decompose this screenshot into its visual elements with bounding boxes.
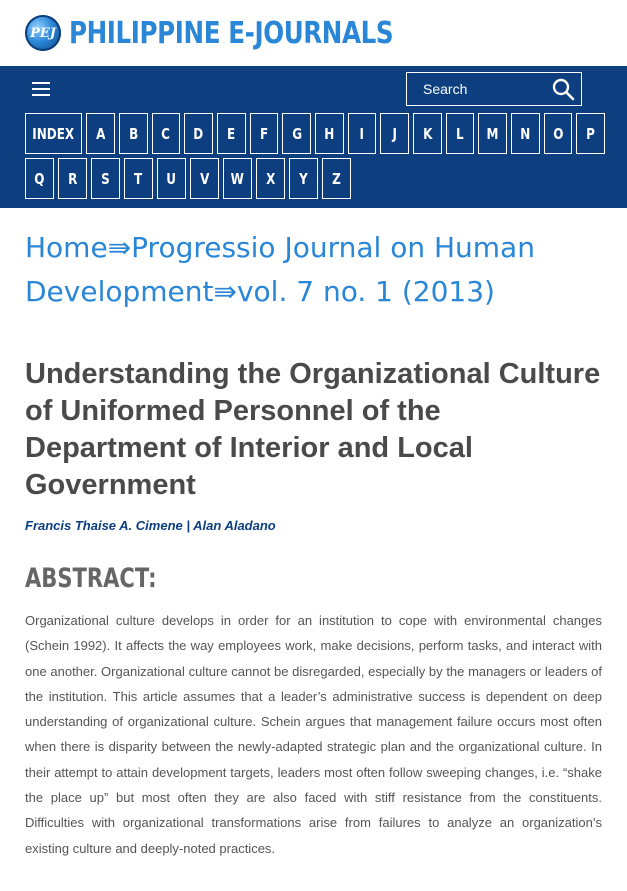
- letter-link-h[interactable]: [315, 113, 344, 154]
- letter-label: X: [265, 169, 276, 188]
- letter-link-f[interactable]: [250, 113, 279, 154]
- site-name[interactable]: PHILIPPINE E-JOURNALS: [69, 15, 394, 51]
- letter-link-b[interactable]: [119, 113, 148, 154]
- letter-label: A: [96, 124, 106, 143]
- breadcrumb-separator: ⇛: [107, 231, 132, 264]
- letter-label: Z: [332, 169, 341, 188]
- letter-link-l[interactable]: [446, 113, 475, 154]
- letter-link-k[interactable]: [413, 113, 442, 154]
- article-authors: [25, 518, 602, 533]
- letter-label: H: [324, 124, 335, 143]
- author-link[interactable]: Francis Thaise A. Cimene: [25, 518, 183, 533]
- letter-link-w[interactable]: [223, 158, 252, 199]
- alphabet-row-1: [25, 113, 605, 154]
- author-link[interactable]: Alan Aladano: [193, 518, 276, 533]
- breadcrumb: [25, 226, 602, 314]
- search-box: [406, 72, 582, 106]
- letter-link-u[interactable]: [157, 158, 186, 199]
- site-header: [0, 0, 627, 66]
- letter-link-t[interactable]: [124, 158, 153, 199]
- pej-logo-icon[interactable]: [25, 15, 61, 51]
- letter-link-d[interactable]: [184, 113, 213, 154]
- letter-link-s[interactable]: [91, 158, 120, 199]
- letter-label: L: [456, 124, 464, 143]
- search-input[interactable]: [407, 73, 547, 105]
- letter-link-o[interactable]: [544, 113, 573, 154]
- letter-link-x[interactable]: [256, 158, 285, 199]
- letter-label: E: [227, 124, 236, 143]
- logo-text: PEJ: [30, 25, 56, 41]
- letter-label: G: [291, 124, 302, 143]
- letter-label: K: [422, 124, 433, 143]
- letter-link-q[interactable]: [25, 158, 54, 199]
- letter-label: O: [552, 124, 564, 143]
- index-label: INDEX: [32, 124, 75, 143]
- letter-label: S: [101, 169, 110, 188]
- alphabet-row-2: [25, 158, 605, 199]
- letter-label: W: [230, 169, 245, 188]
- letter-link-v[interactable]: [190, 158, 219, 199]
- nav-bar: [0, 66, 627, 208]
- letter-label: D: [193, 124, 204, 143]
- letter-label: U: [166, 169, 177, 188]
- letter-label: C: [161, 124, 171, 143]
- letter-label: J: [392, 124, 397, 143]
- letter-link-i[interactable]: [348, 113, 377, 154]
- letter-label: Y: [299, 169, 308, 188]
- letter-link-m[interactable]: [478, 113, 507, 154]
- breadcrumb-journal[interactable]: Progressio Journal on Human Development: [25, 231, 535, 308]
- index-link[interactable]: [25, 113, 82, 154]
- letter-link-e[interactable]: [217, 113, 246, 154]
- letter-link-p[interactable]: [576, 113, 605, 154]
- abstract-text: Organizational culture develops in order for an institution to cope with environmental changes (Schein 1992). It affects the way employees work, make decisions, perform tasks, and interact with one another. Organizational culture cannot be disregarded, especially by the managers or leaders of the institution. This article assumes that a leader’s administrative success is dependent on deep understanding of organizational culture. Schein argues that management failure occurs most often when there is disparity between the newly-adapted strategic plan and the organizational culture. In their attempt to attain development targets, leaders most often follow sweeping changes, i.e. “shake the place up” but most often they are also faced with stiff resistance from the constituents. Difficulties with organizational transformations arise from failures to analyze an organization’s existing culture and deeply-noted practices.: [25, 613, 602, 856]
- letter-link-n[interactable]: [511, 113, 540, 154]
- letter-link-z[interactable]: [322, 158, 351, 199]
- menu-icon[interactable]: [32, 82, 50, 100]
- letter-link-a[interactable]: [86, 113, 115, 154]
- letter-label: B: [128, 124, 138, 143]
- letter-label: V: [199, 169, 210, 188]
- letter-label: P: [586, 124, 596, 143]
- letter-link-r[interactable]: [58, 158, 87, 199]
- breadcrumb-separator: ⇛: [213, 275, 237, 308]
- letter-link-c[interactable]: [152, 113, 181, 154]
- abstract-heading: ABSTRACT:: [25, 563, 157, 594]
- letter-label: T: [134, 169, 143, 188]
- search-icon[interactable]: [551, 77, 575, 101]
- letter-label: R: [67, 169, 78, 188]
- letter-label: Q: [34, 169, 45, 188]
- breadcrumb-home[interactable]: Home: [25, 231, 108, 264]
- breadcrumb-issue[interactable]: vol. 7 no. 1 (2013): [236, 275, 495, 308]
- letter-label: I: [359, 124, 365, 143]
- letter-label: M: [486, 124, 499, 143]
- author-separator: |: [182, 518, 194, 533]
- letter-link-j[interactable]: [380, 113, 409, 154]
- alphabet-index: [25, 113, 605, 203]
- article-title: Understanding the Organizational Culture of Uniformed Personnel of the Department of Interior and Local Government: [25, 358, 601, 501]
- letter-link-y[interactable]: [289, 158, 318, 199]
- letter-link-g[interactable]: [282, 113, 311, 154]
- letter-label: N: [520, 124, 531, 143]
- letter-label: F: [259, 124, 269, 143]
